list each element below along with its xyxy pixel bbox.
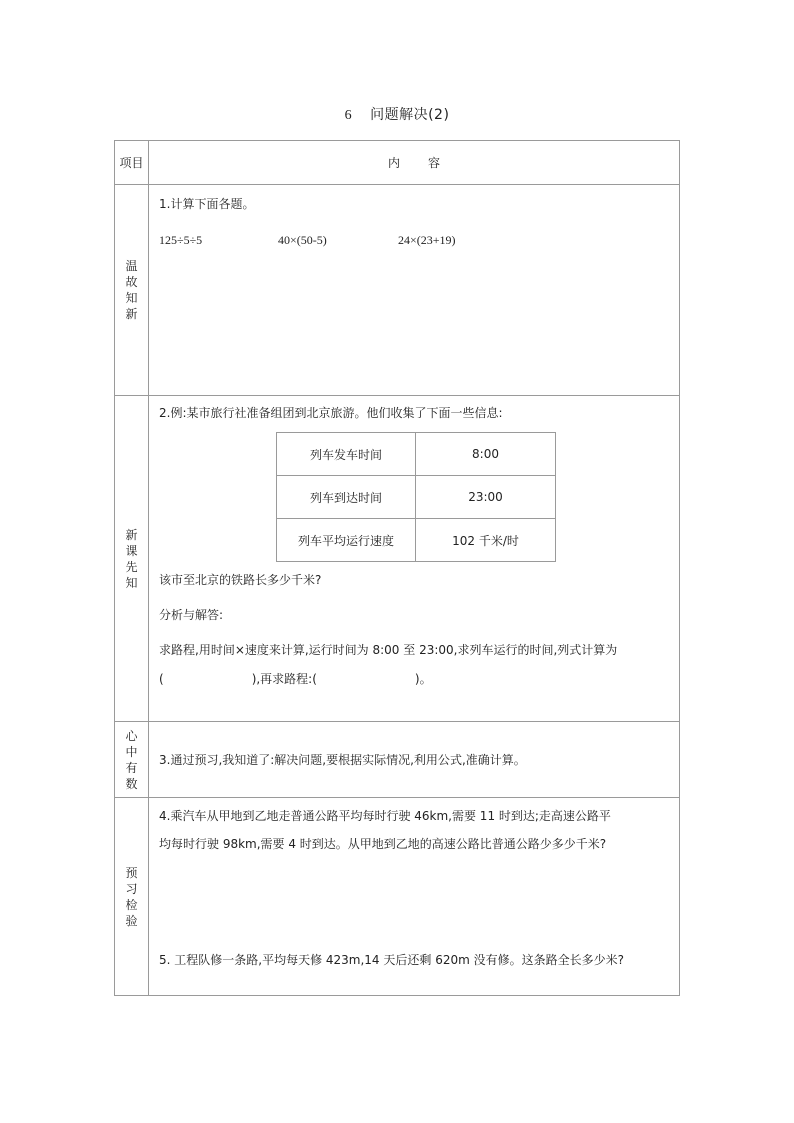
worksheet-table: [114, 140, 680, 996]
expression-1: 125÷5÷5: [159, 233, 203, 247]
title-number: 6: [344, 108, 353, 123]
analysis-line-1: 求路程,用时间×速度来计算,运行时间为 8:00 至 23:00,求列车运行的时间,列式计算为: [159, 643, 618, 657]
preview-question: 该市至北京的铁路长多少千米?: [159, 573, 322, 587]
header-content-cell: [149, 141, 680, 185]
preview-label: 新课先知: [125, 527, 138, 590]
info-key: 列车发车时间: [277, 433, 416, 476]
question-3: 3.通过预习,我知道了:解决问题,要根据实际情况,利用公式,准确计算。: [159, 752, 526, 767]
info-row: [277, 476, 556, 519]
analysis-line-2: [159, 671, 673, 687]
check-content-cell: [149, 798, 680, 996]
info-key: 列车平均运行速度: [277, 519, 416, 562]
preview-label-cell: [115, 396, 149, 722]
review-label: 温故知新: [125, 259, 138, 321]
info-value: 102 千米/时: [416, 519, 556, 562]
info-key: 列车到达时间: [277, 476, 416, 519]
blank-open: (: [159, 672, 164, 686]
info-value: 23:00: [416, 476, 556, 519]
header-content-label: 内容: [387, 156, 468, 170]
review-content-cell: [149, 185, 680, 396]
header-row: [115, 141, 680, 185]
info-value: 8:00: [416, 433, 556, 476]
blank-middle: ),再求路程:(: [251, 672, 317, 686]
expression-2: 40×(50-5): [278, 233, 327, 247]
question-2: 2.例:某市旅行社准备组团到北京旅游。他们收集了下面一些信息:: [159, 406, 503, 420]
review-row: [115, 185, 680, 396]
summary-row: [115, 722, 680, 798]
preview-content-cell: [149, 396, 680, 722]
question-4-line-1: 4.乘汽车从甲地到乙地走普通公路平均每时行驶 46km,需要 11 时到达;走高速公路平: [159, 809, 611, 823]
info-row: [277, 433, 556, 476]
question-5: 5. 工程队修一条路,平均每天修 423m,14 天后还剩 620m 没有修。这条路全长多少米?: [159, 953, 624, 967]
header-item-cell: [115, 141, 149, 185]
summary-label: 心中有数: [125, 728, 138, 791]
preview-row: [115, 396, 680, 722]
question-1: 1.计算下面各题。: [159, 197, 255, 211]
blank-close: )。: [414, 672, 432, 686]
expression-list: [159, 232, 673, 248]
title-text: 问题解决(2): [370, 107, 450, 123]
info-row: [277, 519, 556, 562]
expression-3: 24×(23+19): [398, 233, 456, 247]
question-4-line-2: 均每时行驶 98km,需要 4 时到达。从甲地到乙地的高速公路比普通公路少多少千米?: [159, 837, 607, 851]
summary-label-cell: [115, 722, 149, 798]
page-title: [0, 104, 794, 124]
check-label: 预习检验: [125, 865, 138, 928]
header-item-label: 项目: [119, 156, 144, 170]
summary-content-cell: [149, 722, 680, 798]
info-table: [276, 432, 556, 562]
check-row: [115, 798, 680, 996]
check-label-cell: [115, 798, 149, 996]
analysis-label: 分析与解答:: [159, 608, 224, 622]
review-label-cell: [115, 185, 149, 396]
